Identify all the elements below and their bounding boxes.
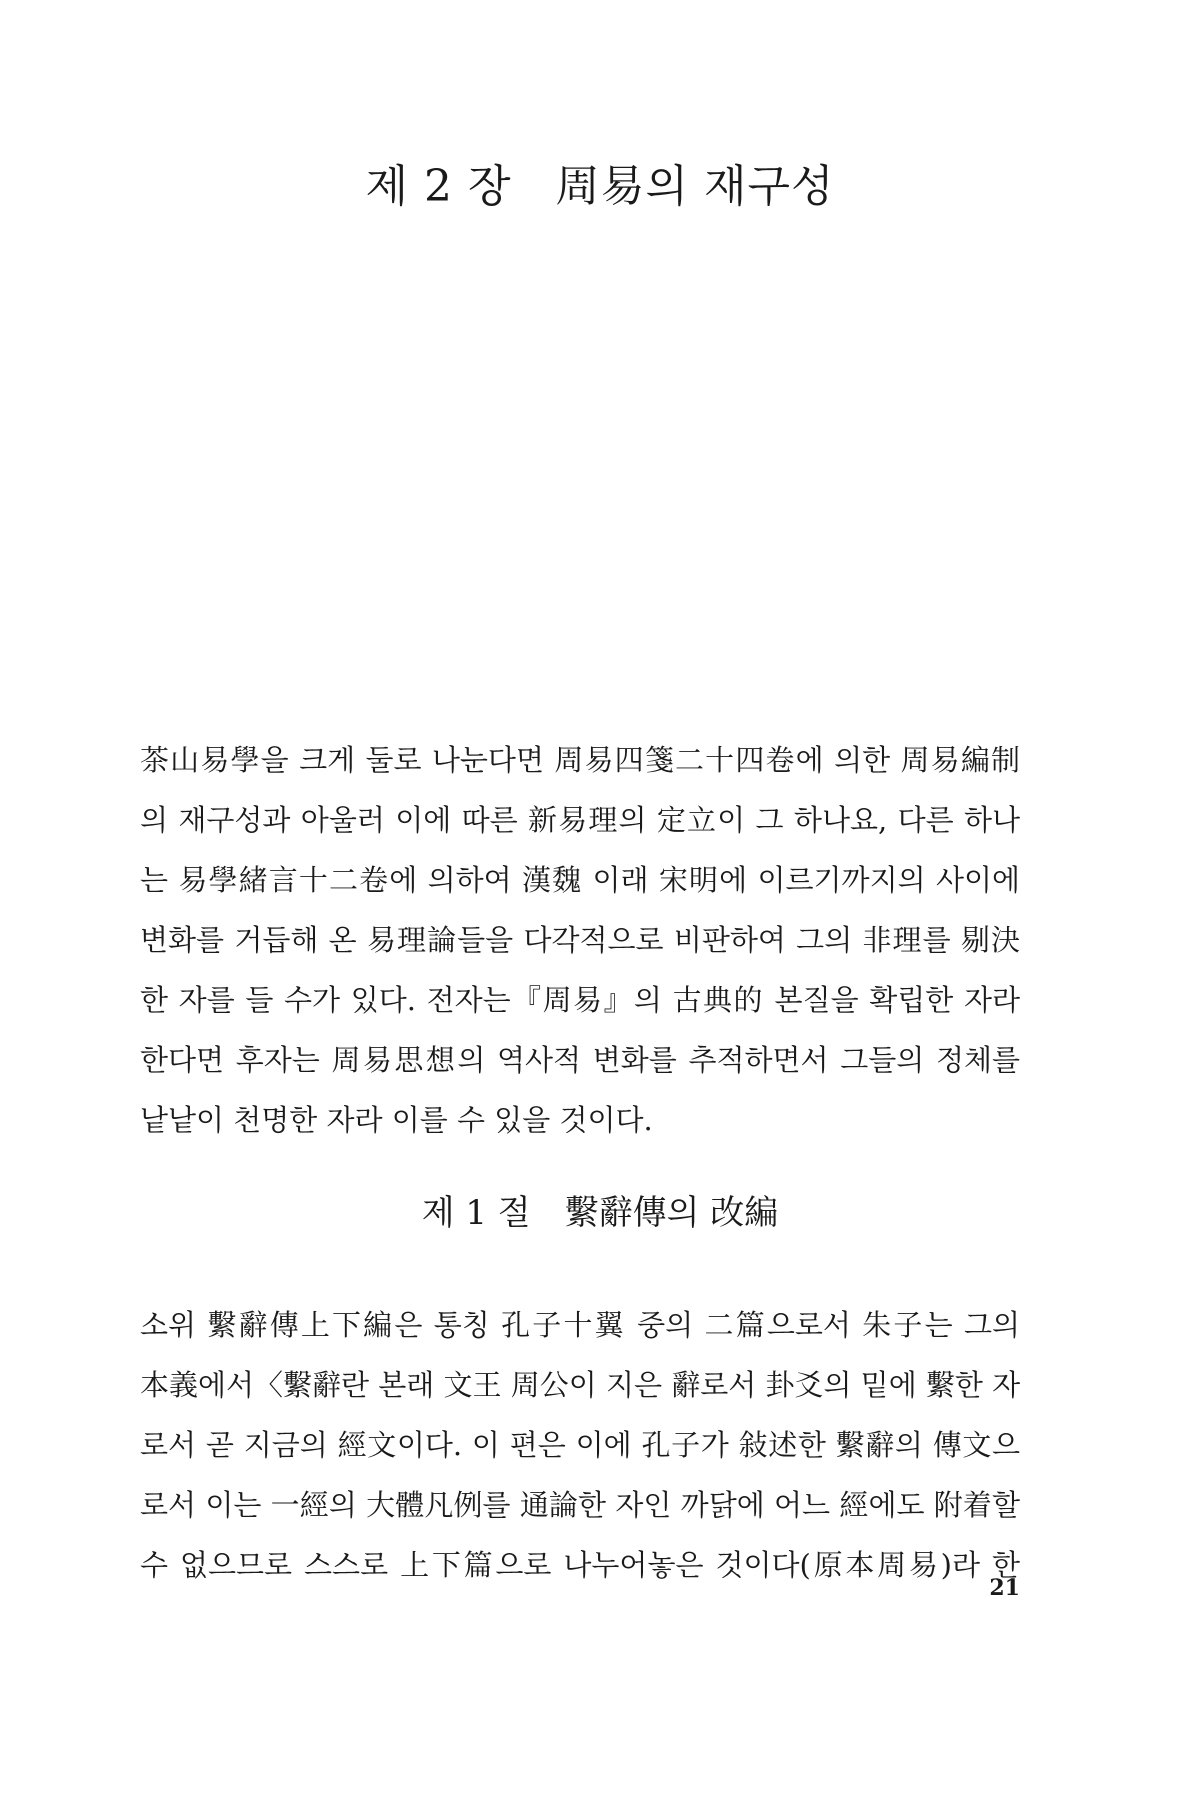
text-line: 는 易學緒言十二卷에 의하여 漢魏 이래 宋明에 이르기까지의 사이에: [140, 863, 1020, 897]
text-line: 낱낱이 천명한 자라 이를 수 있을 것이다.: [140, 1103, 653, 1137]
chapter-heading: [0, 150, 1200, 214]
text-line: 茶山易學을 크게 둘로 나눈다면 周易四箋二十四卷에 의한 周易編制: [140, 743, 1020, 777]
chapter-label: 제 2 장: [365, 161, 512, 212]
text-line: 로서 이는 一經의 大體凡例를 通論한 자인 까닭에 어느 經에도 附着할: [140, 1488, 1020, 1522]
intro-paragraph: [140, 730, 1020, 1150]
text-line: 本義에서〈繫辭란 본래 文王 周公이 지은 辭로서 卦爻의 밑에 繫한 자: [140, 1368, 1020, 1402]
chapter-title-text: 周易의 재구성: [555, 161, 835, 212]
text-line: 수 없으므로 스스로 上下篇으로 나누어놓은 것이다(原本周易)라 한: [140, 1548, 1020, 1582]
section-title-text: 繫辭傳의 改編: [564, 1193, 779, 1233]
section-label: 제 1 절: [421, 1193, 531, 1233]
text-line: 의 재구성과 아울러 이에 따른 新易理의 定立이 그 하나요, 다른 하나: [140, 803, 1020, 837]
body-paragraph: [140, 1295, 1020, 1595]
text-line: 한다면 후자는 周易思想의 역사적 변화를 추적하면서 그들의 정체를: [140, 1043, 1020, 1077]
text-line: 변화를 거듭해 온 易理論들을 다각적으로 비판하여 그의 非理를 剔決: [140, 923, 1020, 957]
text-line: 한 자를 들 수가 있다. 전자는『周易』의 古典的 본질을 확립한 자라: [140, 983, 1020, 1017]
page-number: 21: [989, 1575, 1020, 1601]
section-heading: [0, 1185, 1200, 1234]
text-line: 소위 繫辭傳上下編은 통칭 孔子十翼 중의 二篇으로서 朱子는 그의: [140, 1308, 1020, 1342]
text-line: 로서 곧 지금의 經文이다. 이 편은 이에 孔子가 敍述한 繫辭의 傳文으: [140, 1428, 1020, 1462]
